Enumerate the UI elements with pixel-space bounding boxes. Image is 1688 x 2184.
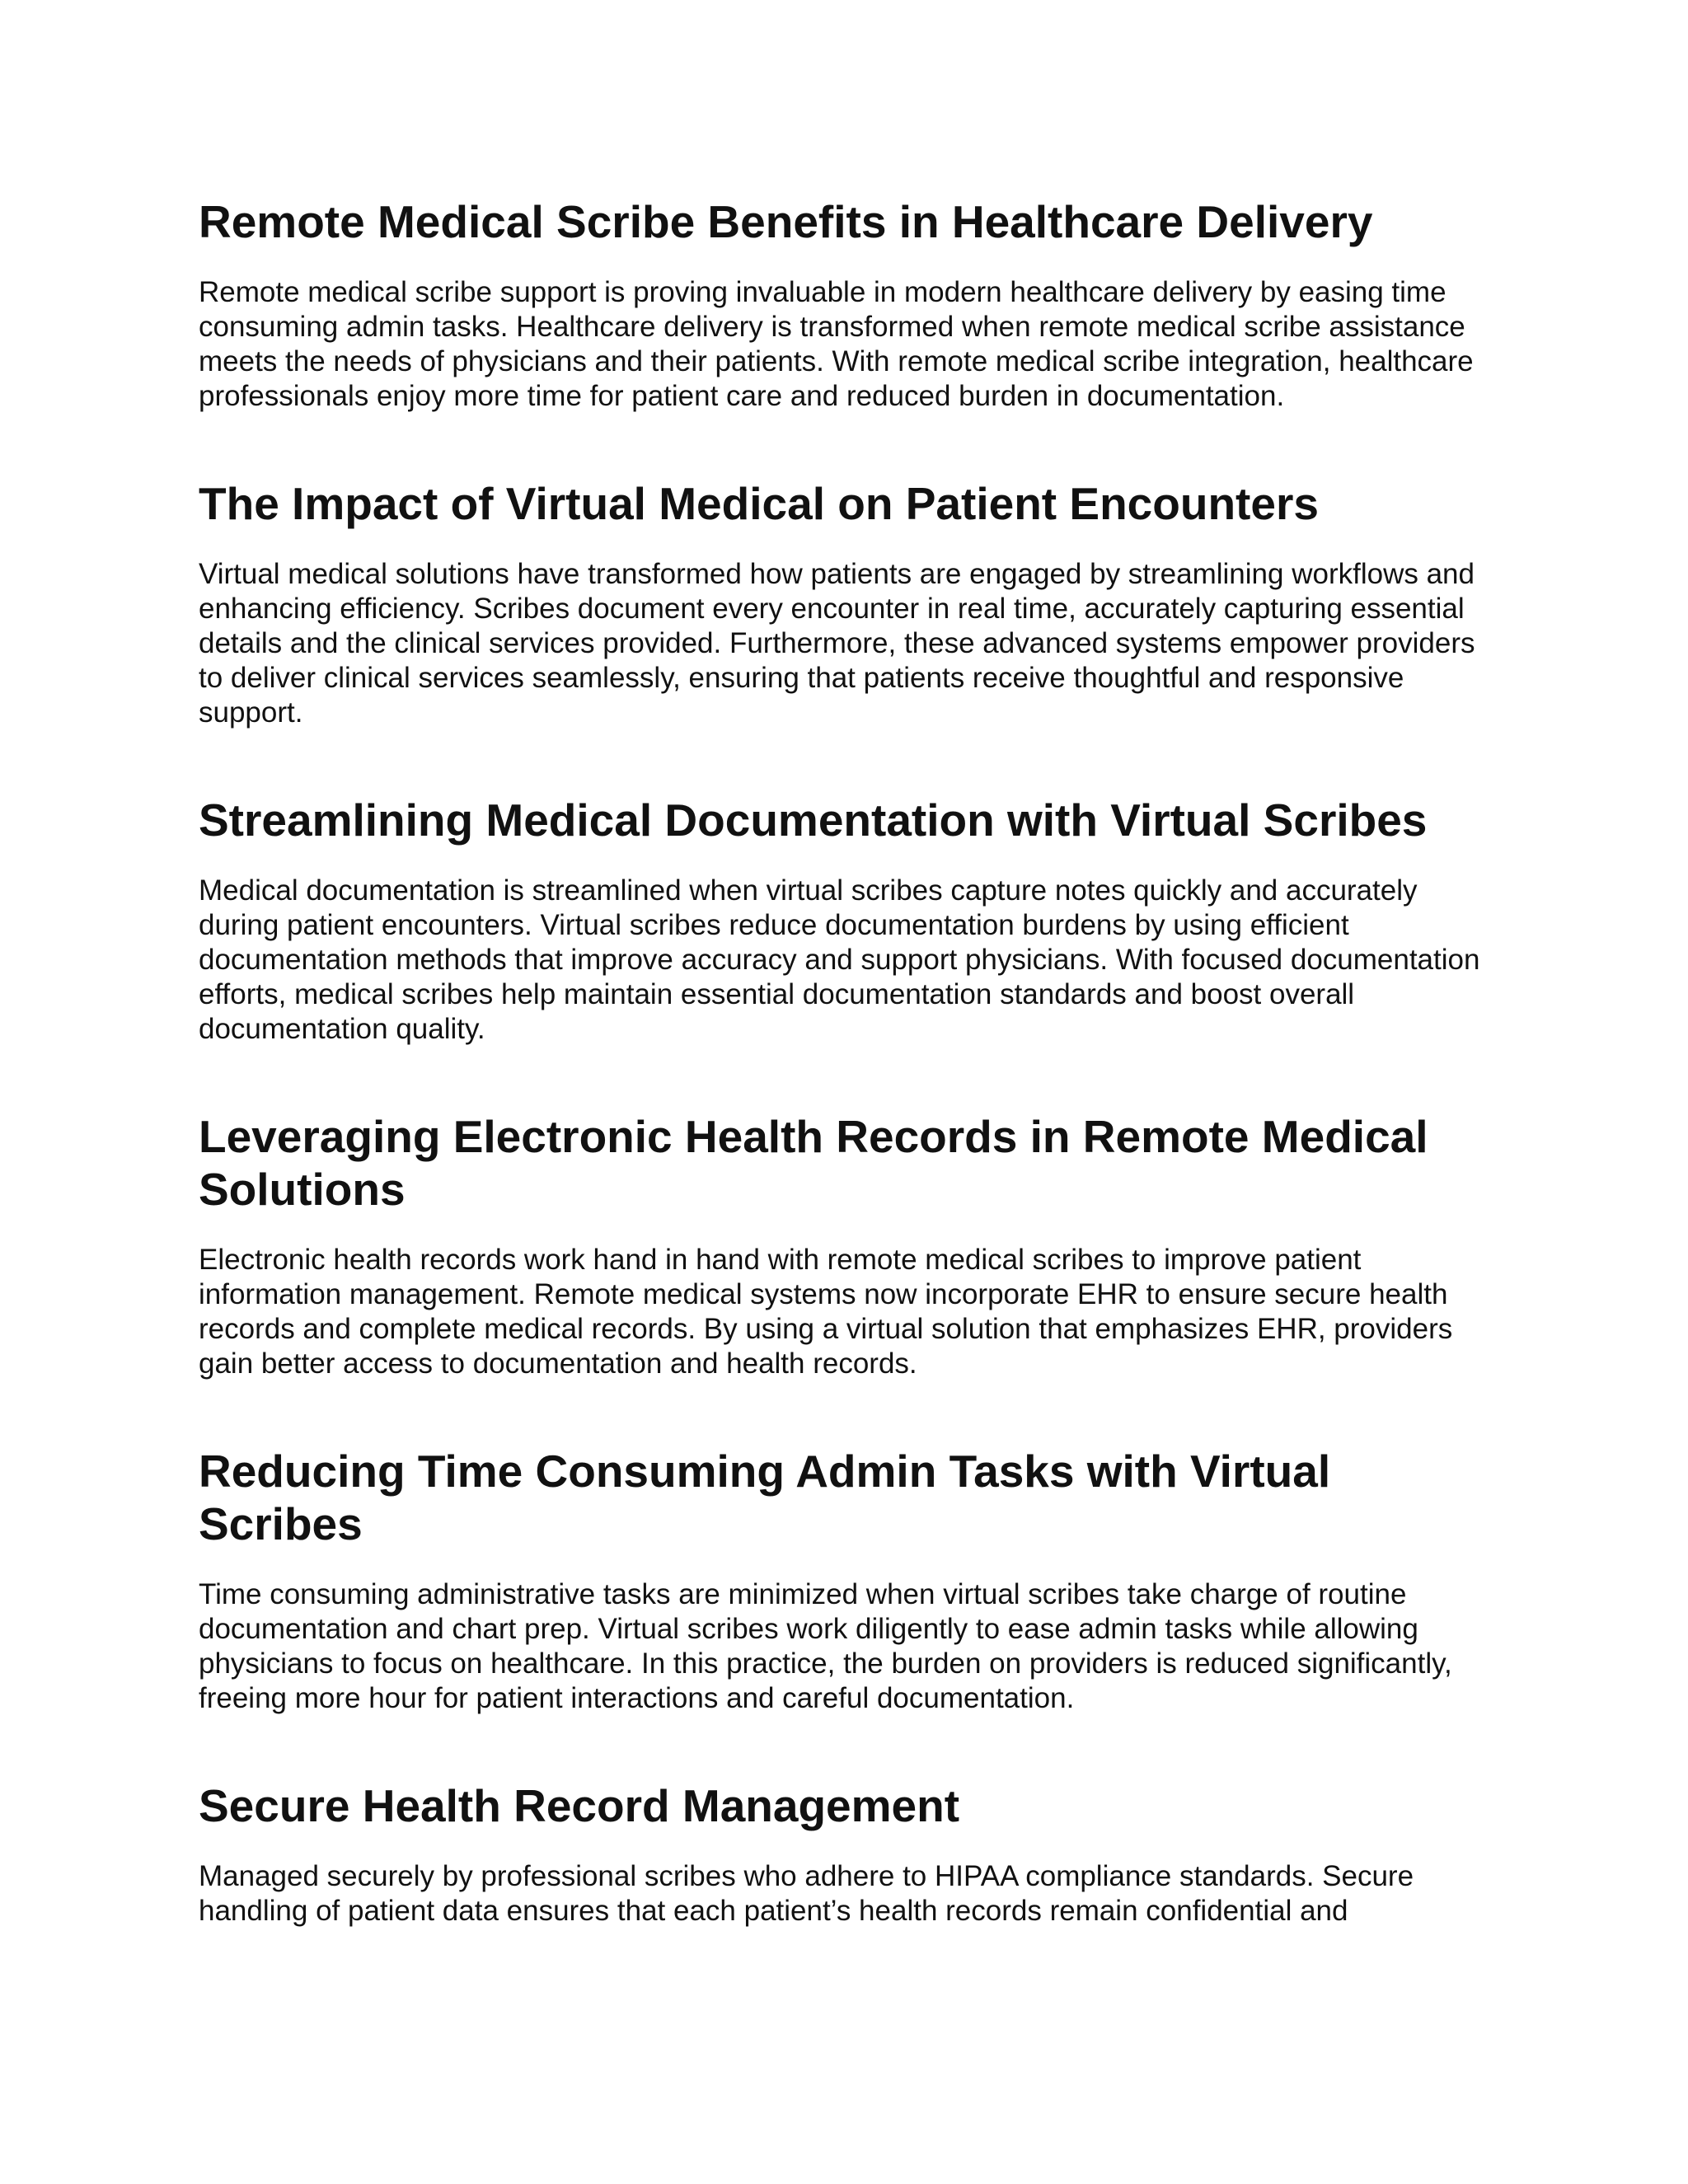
section-streamlining-documentation: [199, 794, 1482, 1047]
section-heading: The Impact of Virtual Medical on Patient Encounters: [199, 478, 1319, 529]
section-heading: Leveraging Electronic Health Records in Remote Medical Solutions: [199, 1111, 1428, 1215]
section-heading: Secure Health Record Management: [199, 1780, 960, 1831]
section-secure-record-management: [199, 1779, 1482, 1929]
section-reducing-admin-tasks: [199, 1445, 1482, 1716]
section-body: Virtual medical solutions have transformed how patients are engaged by streamlining workflows and enhancing efficiency. Scribes document every encounter in real time, accurately capturing essential details and the clinical services provided. Furthermore, these advanced systems empower providers to deliver clinical services seamlessly, ensuring that patients receive thoughtful and responsive support.: [199, 558, 1475, 729]
section-remote-scribe-benefits: [199, 195, 1482, 414]
section-body: Remote medical scribe support is proving invaluable in modern healthcare delivery by easing time consuming admin tasks. Healthcare delivery is transformed when remote medical scribe assistance meets the needs of physicians and their patients. With remote medical scribe integration, healthcare professionals enjoy more time for patient care and reduced burden in documentation.: [199, 276, 1474, 412]
section-body: Managed securely by professional scribes who adhere to HIPAA compliance standards. Secure handling of patient data ensures that each patient’s health records remain confidential and: [199, 1860, 1414, 1927]
section-heading: Streamlining Medical Documentation with Virtual Scribes: [199, 794, 1428, 846]
section-body: Medical documentation is streamlined when virtual scribes capture notes quickly and accurately during patient encounters. Virtual scribes reduce documentation burdens by using efficient documentation methods that improve accuracy and support physicians. With focused documentation efforts, medical scribes help maintain essential documentation standards and boost overall documentation quality.: [199, 874, 1480, 1045]
section-heading: Reducing Time Consuming Admin Tasks with Virtual Scribes: [199, 1446, 1331, 1549]
section-body: Electronic health records work hand in hand with remote medical scribes to improve patient information management. Remote medical systems now incorporate EHR to ensure secure health records and complete medical records. By using a virtual solution that emphasizes EHR, providers gain better access to documentation and health records.: [199, 1244, 1453, 1380]
section-heading: Remote Medical Scribe Benefits in Healthcare Delivery: [199, 196, 1373, 247]
section-electronic-health-records: [199, 1110, 1482, 1381]
section-body: Time consuming administrative tasks are minimized when virtual scribes take charge of routine documentation and chart prep. Virtual scribes work diligently to ease admin tasks while allowing physicians to focus on healthcare. In this practice, the burden on providers is reduced significantly, freeing more hour for patient interactions and careful documentation.: [199, 1578, 1452, 1714]
section-virtual-medical-impact: [199, 477, 1482, 730]
